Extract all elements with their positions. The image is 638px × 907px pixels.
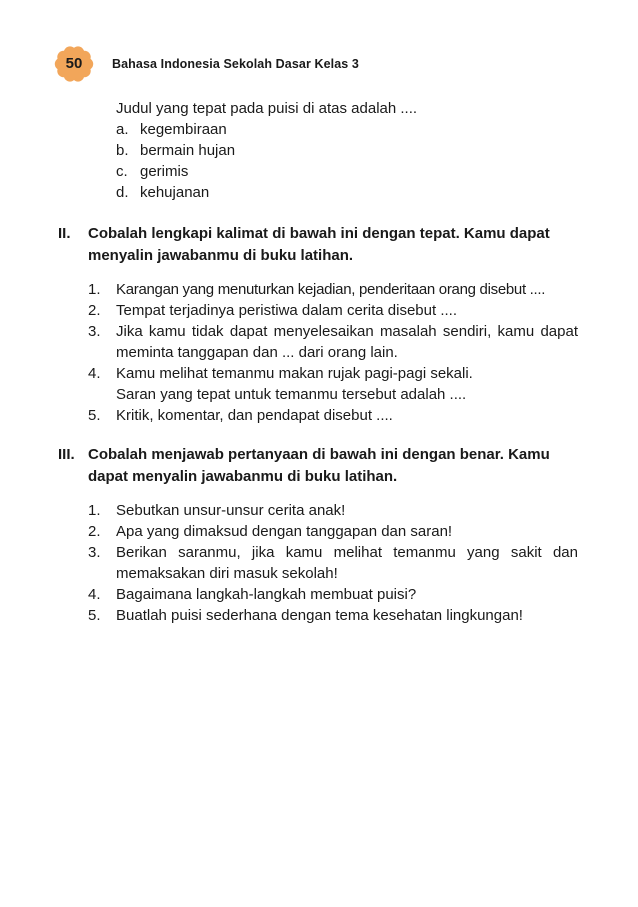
list-item xyxy=(88,605,578,626)
item-number: 3. xyxy=(88,544,101,561)
item-text: Karangan yang menuturkan kejadian, penderitaan orang disebut .... xyxy=(116,281,546,298)
question-text: Judul yang tepat pada puisi di atas adalah .... xyxy=(116,100,418,117)
item-text: Tempat terjadinya peristiwa dalam cerita disebut .... xyxy=(116,302,457,319)
item-text: Sebutkan unsur-unsur cerita anak! xyxy=(116,502,346,519)
item-text: Berikan saranmu, jika kamu melihat temanmu yang sakit dan memaksakan diri masuk sekolah! xyxy=(116,544,578,582)
list-item xyxy=(88,584,578,605)
item-text-group xyxy=(116,363,578,405)
item-number: 2. xyxy=(88,523,101,540)
section-heading xyxy=(58,444,578,488)
option-letter: d. xyxy=(116,184,129,201)
item-text: Bagaimana langkah-langkah membuat puisi? xyxy=(116,586,417,603)
section-instruction: Cobalah menjawab pertanyaan di bawah ini dengan benar. Kamu dapat menyalin jawabanmu di buku latihan. xyxy=(88,446,550,485)
item-text-line2: Saran yang tepat untuk temanmu tersebut adalah .... xyxy=(116,386,467,403)
option-text: kehujanan xyxy=(140,184,210,201)
option-c xyxy=(116,161,578,182)
option-text: gerimis xyxy=(140,163,189,180)
item-number: 5. xyxy=(88,607,101,624)
option-a xyxy=(116,119,578,140)
option-b xyxy=(116,140,578,161)
option-letter: a. xyxy=(116,121,129,138)
item-number: 4. xyxy=(88,586,101,603)
item-text: Kritik, komentar, dan pendapat disebut .... xyxy=(116,407,393,424)
section-ii xyxy=(58,223,578,426)
section-heading xyxy=(58,223,578,267)
item-number: 1. xyxy=(88,502,101,519)
section-items xyxy=(58,279,578,426)
item-number: 2. xyxy=(88,302,101,319)
previous-question xyxy=(58,98,578,203)
item-number: 3. xyxy=(88,323,101,340)
item-text: Apa yang dimaksud dengan tanggapan dan saran! xyxy=(116,523,453,540)
list-item xyxy=(88,542,578,584)
section-items xyxy=(58,500,578,626)
page-header xyxy=(54,46,359,82)
item-text: Jika kamu tidak dapat menyelesaikan masalah sendiri, kamu dapat meminta tanggapan dan ... dari orang lain. xyxy=(116,323,578,361)
list-item xyxy=(88,321,578,363)
list-item xyxy=(88,279,578,300)
option-text: kegembiraan xyxy=(140,121,227,138)
item-number: 1. xyxy=(88,281,101,298)
book-title: Bahasa Indonesia Sekolah Dasar Kelas 3 xyxy=(112,57,359,71)
list-item xyxy=(88,521,578,542)
option-letter: c. xyxy=(116,163,128,180)
list-item xyxy=(88,405,578,426)
option-text: bermain hujan xyxy=(140,142,236,159)
item-text: Kamu melihat temanmu makan rujak pagi-pagi sekali. xyxy=(116,365,473,382)
page-number: 50 xyxy=(65,55,83,72)
item-number: 4. xyxy=(88,365,101,382)
list-item xyxy=(88,300,578,321)
section-number: III. xyxy=(58,446,75,463)
section-iii xyxy=(58,444,578,626)
list-item xyxy=(88,363,578,405)
item-text: Buatlah puisi sederhana dengan tema kesehatan lingkungan! xyxy=(116,607,523,624)
page-content xyxy=(58,98,578,626)
item-number: 5. xyxy=(88,407,101,424)
page-number-badge xyxy=(54,46,94,82)
section-number: II. xyxy=(58,225,71,242)
option-letter: b. xyxy=(116,142,129,159)
section-instruction: Cobalah lengkapi kalimat di bawah ini dengan tepat. Kamu dapat menyalin jawabanmu di buku latihan. xyxy=(88,225,550,264)
option-d xyxy=(116,182,578,203)
list-item xyxy=(88,500,578,521)
